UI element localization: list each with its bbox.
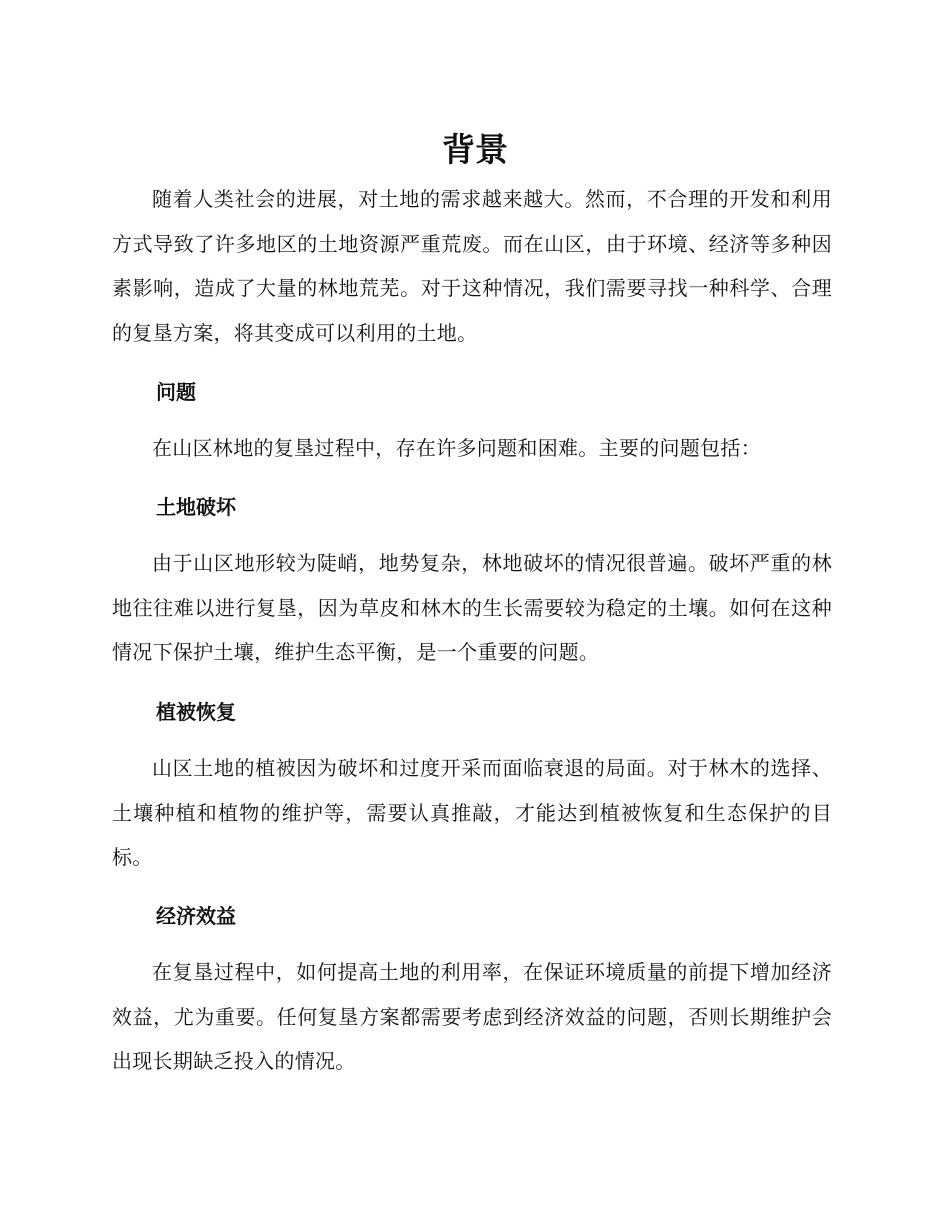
section-body-vegetation-recovery: 山区土地的植被因为破坏和过度开采而面临衰退的局面。对于林木的选择、土壤种植和植物的维护等，需要认真推敲，才能达到植被恢复和生态保护的目标。 [112,756,832,869]
section-heading-problems: 问题 [156,380,196,404]
section-body-economic-benefit: 在复垦过程中，如何提高土地的利用率，在保证环境质量的前提下增加经济效益，尤为重要。任何复垦方案都需要考虑到经济效益的问题，否则长期维护会出现长期缺乏投入的情况。 [112,960,832,1073]
section-heading-vegetation-recovery: 植被恢复 [156,700,236,724]
section-heading-land-damage: 土地破坏 [156,495,236,519]
intro-paragraph: 随着人类社会的进展，对土地的需求越来越大。然而，不合理的开发和利用方式导致了许多地区的土地资源严重荒废。而在山区，由于环境、经济等多种因素影响，造成了大量的林地荒芜。对于这种情况，我们需要寻找一种科学、合理的复垦方案，将其变成可以利用的土地。 [112,187,832,345]
document-title: 背景 [442,130,508,169]
section-body-land-damage: 由于山区地形较为陡峭，地势复杂，林地破坏的情况很普遍。破坏严重的林地往往难以进行复垦，因为草皮和林木的生长需要较为稳定的土壤。如何在这种情况下保护土壤，维护生态平衡，是一个重要的问题。 [112,551,832,664]
section-heading-economic-benefit: 经济效益 [156,904,236,928]
section-body-problems: 在山区林地的复垦过程中，存在许多问题和困难。主要的问题包括： [152,436,761,460]
